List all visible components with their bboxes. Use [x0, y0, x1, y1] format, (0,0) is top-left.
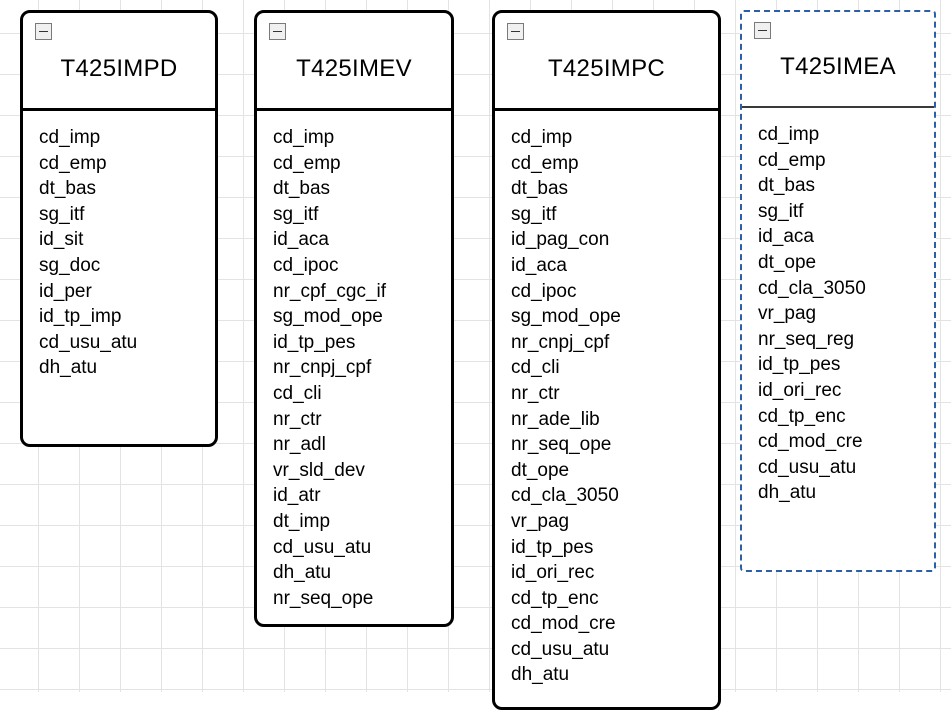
attribute-item: vr_pag: [758, 303, 817, 325]
attribute-item: sg_itf: [758, 200, 804, 222]
entity-title: T425IMEV: [296, 54, 412, 82]
attribute-item: sg_doc: [39, 254, 101, 276]
attribute-item: cd_cla_3050: [758, 277, 866, 299]
attribute-item: nr_cnpj_cpf: [273, 357, 372, 379]
attribute-item: cd_usu_atu: [39, 331, 138, 353]
attribute-item: id_pag_con: [511, 229, 610, 251]
attribute-item: id_tp_pes: [758, 354, 841, 376]
attribute-item: nr_ctr: [511, 382, 560, 404]
attribute-item: dt_ope: [758, 251, 817, 273]
attribute-item: nr_cpf_cgc_if: [273, 280, 387, 302]
attribute-item: cd_mod_cre: [511, 613, 616, 635]
attribute-item: sg_itf: [39, 203, 85, 225]
entity-title: T425IMEA: [780, 53, 896, 80]
entity-header: [257, 13, 451, 111]
attribute-item: id_tp_pes: [511, 536, 594, 558]
minus-box-icon[interactable]: [754, 22, 771, 39]
attribute-item: sg_itf: [511, 203, 557, 225]
attribute-item: cd_emp: [511, 152, 579, 174]
entity-title: T425IMPD: [60, 54, 178, 82]
entity-header: [23, 13, 215, 111]
attribute-item: id_aca: [758, 226, 814, 248]
attribute-list: [257, 111, 451, 621]
attribute-item: dt_ope: [511, 459, 570, 481]
attribute-item: dh_atu: [511, 664, 570, 686]
attribute-item: sg_mod_ope: [273, 306, 383, 328]
entity-table-t425imea[interactable]: [740, 10, 936, 572]
attribute-item: id_aca: [273, 229, 329, 251]
minus-box-icon[interactable]: [35, 23, 52, 40]
entity-title: T425IMPC: [547, 54, 666, 82]
attribute-item: cd_cla_3050: [511, 485, 619, 507]
attribute-item: nr_ade_lib: [511, 408, 600, 430]
attribute-item: id_ori_rec: [511, 562, 595, 584]
attribute-item: id_aca: [511, 254, 567, 276]
attribute-item: cd_usu_atu: [758, 456, 857, 478]
attribute-item: id_tp_pes: [273, 331, 356, 353]
attribute-item: cd_cli: [273, 382, 322, 404]
attribute-list: [23, 111, 215, 391]
attribute-item: id_tp_imp: [39, 306, 122, 328]
attribute-item: sg_mod_ope: [511, 306, 621, 328]
entity-table-t425impc[interactable]: [492, 10, 721, 710]
attribute-item: dt_bas: [273, 178, 331, 200]
entity-table-t425impd[interactable]: [20, 10, 218, 447]
attribute-item: nr_ctr: [273, 408, 322, 430]
attribute-item: dt_bas: [39, 178, 97, 200]
attribute-list: [742, 108, 934, 516]
attribute-item: dh_atu: [273, 562, 332, 584]
attribute-item: cd_usu_atu: [511, 638, 610, 660]
entity-header: [742, 12, 934, 108]
attribute-item: dh_atu: [39, 357, 98, 379]
attribute-item: cd_emp: [39, 152, 107, 174]
attribute-list: [495, 111, 718, 698]
attribute-item: id_atr: [273, 485, 321, 507]
attribute-item: id_per: [39, 280, 92, 302]
attribute-item: nr_seq_reg: [758, 328, 855, 350]
attribute-item: dh_atu: [758, 482, 817, 504]
attribute-item: cd_ipoc: [273, 254, 339, 276]
attribute-item: nr_seq_ope: [511, 434, 612, 456]
attribute-item: cd_emp: [273, 152, 341, 174]
attribute-item: vr_sld_dev: [273, 459, 365, 481]
entity-table-t425imev[interactable]: [254, 10, 454, 627]
attribute-item: cd_tp_enc: [511, 587, 599, 609]
attribute-item: cd_cli: [511, 357, 560, 379]
attribute-item: id_ori_rec: [758, 379, 842, 401]
attribute-item: cd_ipoc: [511, 280, 577, 302]
attribute-item: cd_imp: [273, 127, 335, 148]
attribute-item: vr_pag: [511, 510, 570, 532]
attribute-item: cd_emp: [758, 149, 826, 171]
attribute-item: nr_seq_ope: [273, 587, 374, 609]
minus-box-icon[interactable]: [507, 23, 524, 40]
attribute-item: nr_adl: [273, 434, 326, 456]
minus-box-icon[interactable]: [269, 23, 286, 40]
attribute-item: dt_bas: [511, 178, 569, 200]
attribute-item: cd_imp: [39, 127, 101, 148]
attribute-item: cd_mod_cre: [758, 431, 863, 453]
attribute-item: dt_bas: [758, 175, 816, 197]
attribute-item: cd_usu_atu: [273, 536, 372, 558]
attribute-item: cd_imp: [511, 127, 573, 148]
attribute-item: cd_tp_enc: [758, 405, 846, 427]
attribute-item: id_sit: [39, 229, 84, 251]
entity-header: [495, 13, 718, 111]
attribute-item: sg_itf: [273, 203, 319, 225]
attribute-item: dt_imp: [273, 510, 331, 532]
attribute-item: nr_cnpj_cpf: [511, 331, 610, 353]
attribute-item: cd_imp: [758, 124, 820, 145]
